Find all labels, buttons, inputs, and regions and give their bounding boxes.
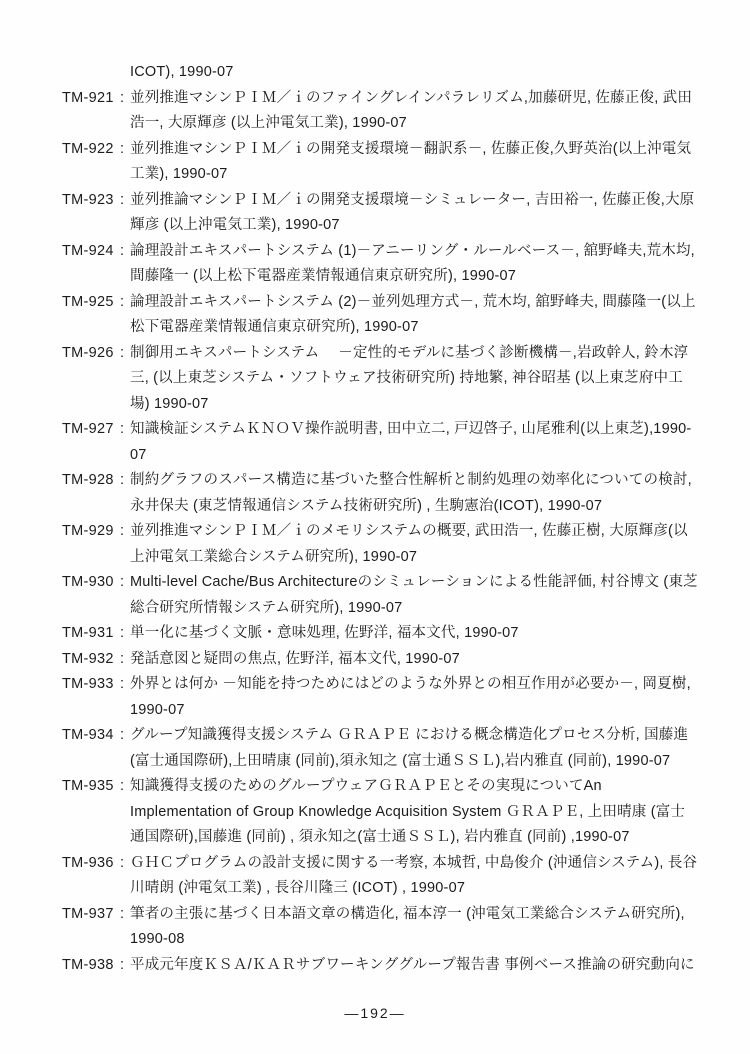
entry-text: 外界とは何か －知能を持つためにはどのような外界との相互作用が必要か－, 岡夏樹, 1990-07 [130, 676, 691, 718]
entry-text: 平成元年度ＫＳＡ/ＫＡＲサブワーキンググループ報告書 事例ベース推論の研究動向に [130, 956, 695, 973]
entry-row-tm-923 [62, 188, 698, 239]
entry-row-tm-925 [62, 290, 698, 341]
entry-text: 知識獲得支援のためのグループウェアＧＲＡＰＥとその実現についてAn Implementation of Group Knowledge Acquisition System ＧＲＡＰＥ, 上田晴康 (富士通国際研),国藤進 (同前) , 須永知之(富士通ＳＳＬ), 岩内雅直 (同前) ,1990-07 [130, 778, 686, 845]
entry-separator: : [119, 191, 125, 208]
entry-row-tm-935 [62, 774, 698, 851]
entry-row-tm-938 [62, 953, 698, 979]
entry-separator: : [119, 676, 125, 692]
entry-id: TM-929 [62, 523, 114, 539]
memo-list [62, 60, 698, 978]
entry-row-tm-931 [62, 621, 698, 647]
entry-row-tm-934 [62, 723, 698, 774]
entry-id: TM-934 [62, 727, 114, 743]
entry-text: 単一化に基づく文脈・意味処理, 佐野洋, 福本文代, 1990-07 [130, 625, 519, 641]
entry-separator: : [119, 472, 125, 488]
entry-text: 論理設計エキスパートシステム (1)－アニーリング・ルールベース－, 舘野峰夫,荒木均, 間藤隆一 (以上松下電器産業情報通信東京研究所), 1990-07 [130, 242, 695, 284]
entry-row-tm-921 [62, 86, 698, 137]
entry-id: TM-924 [62, 242, 114, 259]
entry-separator: : [119, 421, 125, 437]
entry-row-tm-927 [62, 417, 698, 468]
entry-separator: : [119, 905, 125, 922]
entry-separator: : [119, 727, 125, 743]
entry-id: TM-927 [62, 421, 114, 437]
page-number: —192— [344, 1004, 406, 1021]
entry-text: 並列推進マシンＰＩＭ／ｉのメモリシステムの概要, 武田浩一, 佐藤正樹, 大原輝彦(以上沖電気工業総合システム研究所), 1990-07 [130, 523, 688, 565]
entry-separator: : [119, 625, 125, 641]
entry-text: ICOT), 1990-07 [130, 64, 234, 80]
entry-separator: : [119, 344, 125, 361]
entry-id: TM-928 [62, 472, 114, 488]
entry-separator: : [119, 854, 125, 871]
entry-id: TM-922 [62, 140, 114, 157]
entry-id: TM-937 [62, 905, 114, 922]
entry-separator: : [119, 293, 125, 310]
entry-row-tm-933 [62, 672, 698, 723]
entry-row-continuation [62, 60, 698, 86]
entry-text: 並列推進マシンＰＩＭ／ｉの開発支援環境－翻訳系－, 佐藤正俊,久野英治(以上沖電気工業), 1990-07 [130, 140, 692, 182]
entry-text: ＧＨＣプログラムの設計支援に関する一考察, 本城哲, 中島俊介 (沖通信システム), 長谷川晴朗 (沖電気工業) , 長谷川隆三 (ICOT) , 1990-07 [130, 854, 698, 896]
entry-row-tm-929 [62, 519, 698, 570]
entry-id: TM-932 [62, 650, 114, 667]
entry-text: 制約グラフのスパース構造に基づいた整合性解析と制約処理の効率化についての検討,永井保夫 (東芝情報通信システム技術研究所) , 生駒憲治(ICOT), 1990-07 [130, 472, 692, 514]
entry-text: 制御用エキスパートシステム －定性的モデルに基づく診断機構－,岩政幹人, 鈴木淳三, (以上東芝システム・ソフトウェア技術研究所) 持地繁, 神谷昭基 (以上東芝府中工場) 1990-07 [130, 344, 689, 412]
entry-row-tm-926 [62, 341, 698, 418]
entry-text: 発話意図と疑問の焦点, 佐野洋, 福本文代, 1990-07 [130, 650, 460, 667]
entry-row-tm-932 [62, 647, 698, 673]
entry-separator: : [119, 574, 125, 590]
entry-row-tm-922 [62, 137, 698, 188]
entry-separator: : [119, 523, 125, 539]
entry-separator: : [119, 956, 125, 973]
entry-text: Multi-level Cache/Bus Architectureのシミュレーションによる性能評価, 村谷博文 (東芝総合研究所情報システム研究所), 1990-07 [130, 574, 698, 616]
entry-id: TM-925 [62, 293, 114, 310]
entry-id: TM-921 [62, 89, 114, 106]
entry-row-tm-930 [62, 570, 698, 621]
entry-text: 知識検証システムＫＮＯＶ操作説明書, 田中立二, 戸辺啓子, 山尾雅利(以上東芝),1990-07 [130, 421, 692, 463]
entry-id: TM-936 [62, 854, 114, 871]
entry-separator: : [119, 650, 125, 667]
entry-separator: : [119, 778, 125, 794]
entry-row-tm-936 [62, 851, 698, 902]
entry-row-tm-937 [62, 902, 698, 953]
entry-separator: : [119, 242, 125, 259]
entry-id: TM-926 [62, 344, 114, 361]
entry-text: 並列推論マシンＰＩＭ／ｉの開発支援環境－シミュレーター, 吉田裕一, 佐藤正俊,大原輝彦 (以上沖電気工業), 1990-07 [130, 191, 695, 233]
entry-text: 並列推進マシンＰＩＭ／ｉのファイングレインパラレリズム,加藤研児, 佐藤正俊, 武田浩一, 大原輝彦 (以上沖電気工業), 1990-07 [130, 89, 693, 131]
entry-text: 論理設計エキスパートシステム (2)－並列処理方式－, 荒木均, 舘野峰夫, 間藤隆一(以上松下電器産業情報通信東京研究所), 1990-07 [130, 293, 696, 335]
entry-id: TM-930 [62, 574, 114, 590]
entry-text: 筆者の主張に基づく日本語文章の構造化, 福本淳一 (沖電気工業総合システム研究所), 1990-08 [130, 905, 685, 947]
entry-id: TM-933 [62, 676, 114, 692]
entry-separator: : [119, 89, 125, 106]
entry-row-tm-928 [62, 468, 698, 519]
entry-id: TM-923 [62, 191, 114, 208]
entry-text: グループ知識獲得支援システム ＧＲＡＰＥ における概念構造化プロセス分析, 国藤進 (富士通国際研),上田晴康 (同前),須永知之 (富士通ＳＳＬ),岩内雅直 (同前), 1990-07 [130, 727, 689, 769]
entry-row-tm-924 [62, 239, 698, 290]
entry-separator: : [119, 140, 125, 157]
entry-id: TM-935 [62, 778, 114, 794]
entry-id: TM-931 [62, 625, 114, 641]
entry-id: TM-938 [62, 956, 114, 973]
